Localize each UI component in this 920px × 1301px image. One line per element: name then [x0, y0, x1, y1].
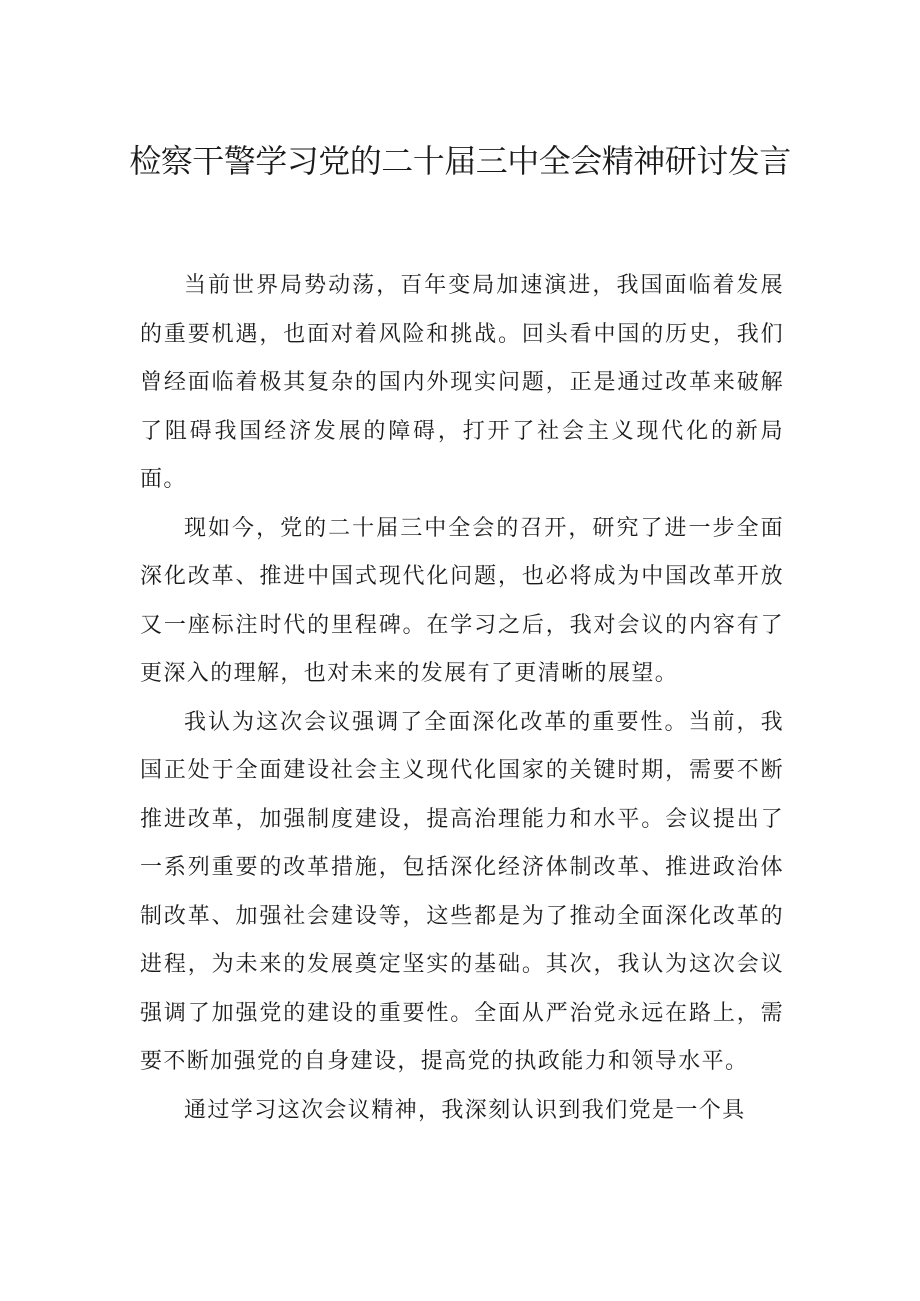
paragraph-1: 当前世界局势动荡，百年变局加速演进，我国面临着发展的重要机遇，也面对着风险和挑战。回头看中国的历史，我们曾经面临着极其复杂的国内外现实问题，正是通过改革来破解了阻碍我国经济发展的障碍，打开了社会主义现代化的新局面。	[140, 273, 784, 492]
document-title: 检察干警学习党的二十届三中全会精神研讨发言	[129, 142, 791, 180]
document-body	[140, 262, 784, 1135]
paragraph-2: 现如今，党的二十届三中全会的召开，研究了进一步全面深化改革、推进中国式现代化问题，也必将成为中国改革开放又一座标注时代的里程碑。在学习之后，我对会议的内容有了更深入的理解，也对未来的发展有了更清晰的展望。	[140, 515, 784, 686]
paragraph-3: 我认为这次会议强调了全面深化改革的重要性。当前，我国正处于全面建设社会主义现代化国家的关键时期，需要不断推进改革，加强制度建设，提高治理能力和水平。会议提出了一系列重要的改革措施，包括深化经济体制改革、推进政治体制改革、加强社会建设等，这些都是为了推动全面深化改革的进程，为未来的发展奠定坚实的基础。其次，我认为这次会议强调了加强党的建设的重要性。全面从严治党永远在路上，需要不断加强党的自身建设，提高党的执政能力和领导水平。	[140, 709, 784, 1074]
paragraph-4: 通过学习这次会议精神，我深刻认识到我们党是一个具	[184, 1097, 746, 1123]
